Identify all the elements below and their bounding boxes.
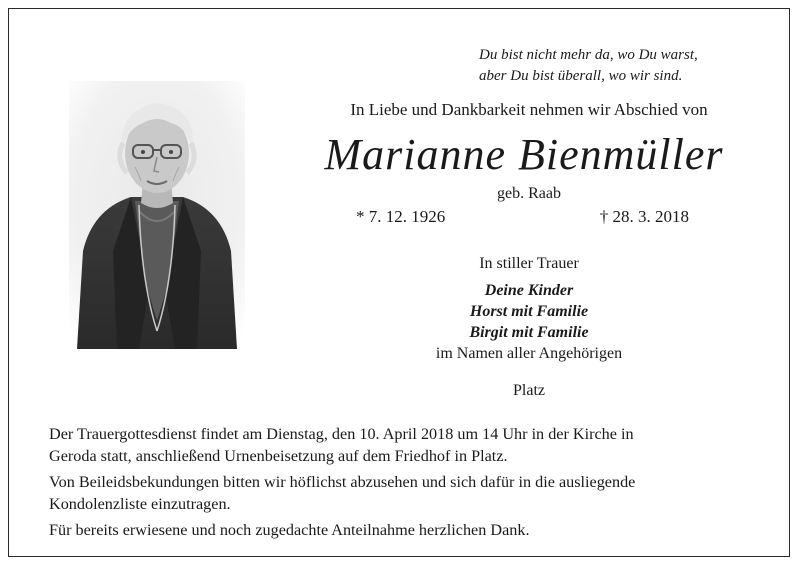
service-line: Geroda statt, anschließend Urnenbeisetzung auf dem Friedhof in Platz.: [49, 447, 508, 465]
death-date: † 28. 3. 2018: [599, 207, 689, 226]
condolence-paragraph: [49, 471, 769, 515]
birth-date: * 7. 12. 1926: [356, 207, 446, 226]
service-paragraph: [49, 423, 769, 467]
deceased-name: Marianne Bienmüller: [324, 130, 724, 179]
mourner-family: Birgit mit Familie: [469, 324, 589, 341]
intro-text: In Liebe und Dankbarkeit nehmen wir Abschied von: [350, 100, 708, 119]
service-line: Der Trauergottesdienst findet am Dienstag, den 10. April 2018 um 14 Uhr in der Kirche in: [49, 425, 634, 443]
funeral-notice: [49, 423, 769, 545]
obituary-frame: [8, 8, 790, 557]
poem: [479, 45, 749, 87]
portrait-image: [69, 81, 245, 349]
thanks-paragraph: Für bereits erwiesene und noch zugedachte Anteilnahme herzlichen Dank.: [49, 521, 530, 539]
maiden-name: geb. Raab: [497, 185, 561, 202]
mourner-family: Horst mit Familie: [469, 303, 589, 320]
relatives-line: im Namen aller Angehörigen: [435, 345, 623, 362]
mourners-heading: In stiller Trauer: [479, 255, 579, 272]
mourner-family: Deine Kinder: [484, 282, 574, 299]
mourners-block: [379, 253, 679, 364]
poem-line: aber Du bist überall, wo wir sind.: [479, 68, 683, 84]
poem-line: Du bist nicht mehr da, wo Du warst,: [479, 47, 698, 63]
condolence-line: Von Beileidsbekundungen bitten wir höflichst abzusehen und sich dafür in die ausliegende: [49, 473, 636, 491]
place-name: Platz: [513, 382, 545, 399]
condolence-line: Kondolenzliste einzutragen.: [49, 495, 231, 513]
portrait-photo: [69, 81, 245, 349]
